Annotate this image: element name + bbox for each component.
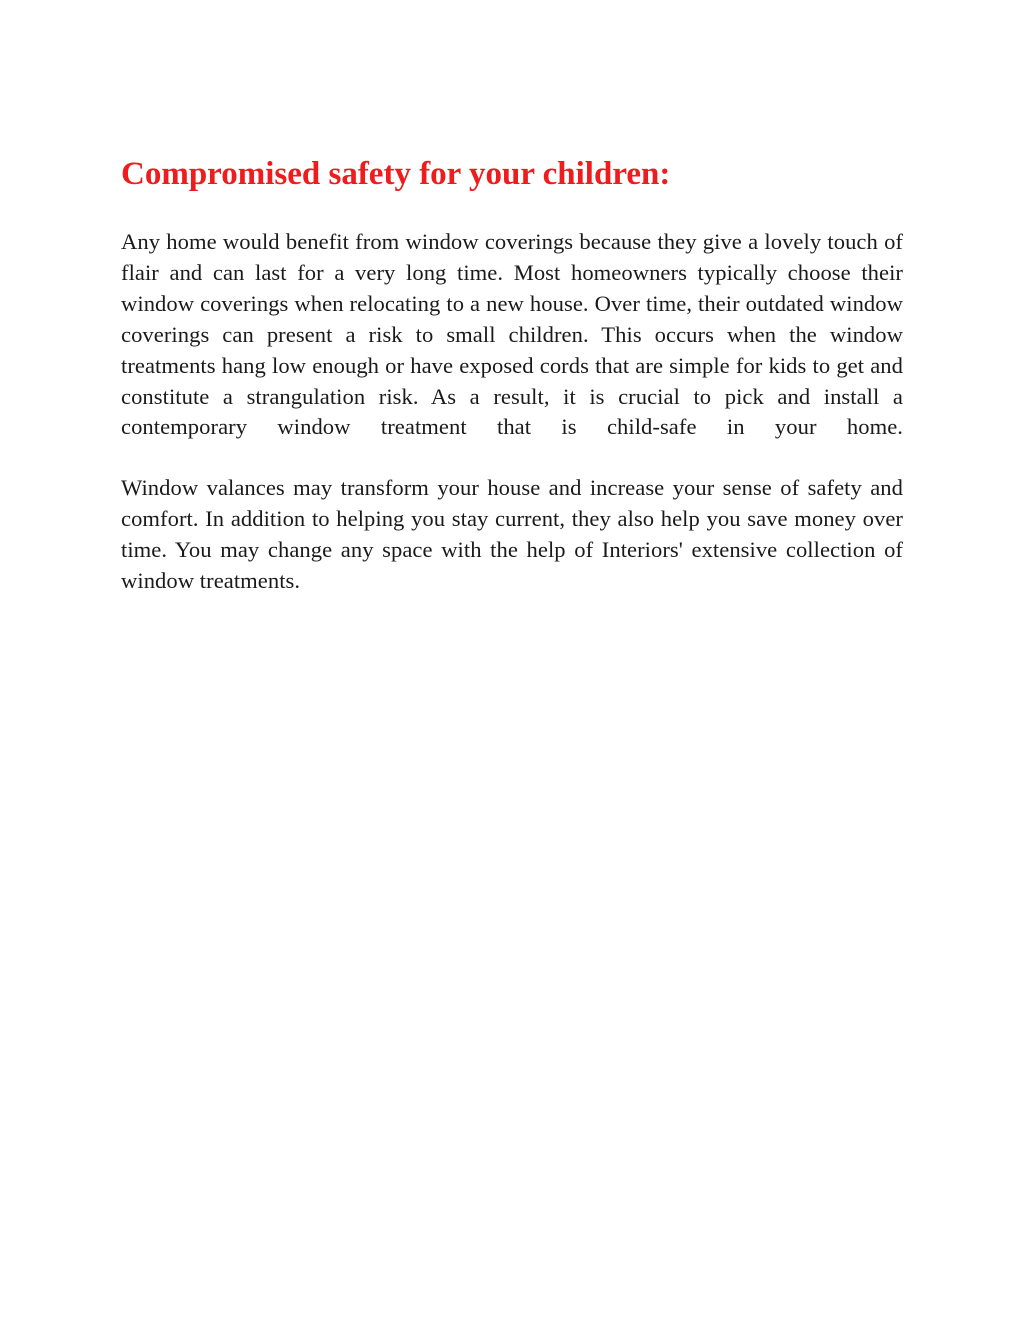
body-paragraph-window-valances: Window valances may transform your house and increase your sense of safety and comfort. In addition to helping you stay current, they also help you save money over time. You may change any space with the help of Interiors' extensive collection of window treatments. [121,475,903,594]
document-content [121,150,903,597]
body-paragraph-child-safety: Any home would benefit from window coverings because they give a lovely touch of flair and can last for a very long time. Most homeowners typically choose their window coverings when relocating to a new house. Over time, their outdated window coverings can present a risk to small children. This occurs when the window treatments hang low enough or have exposed cords that are simple for kids to get and constitute a strangulation risk. As a result, it is crucial to pick and install a contemporary window treatment that is child-safe in your home. [121,229,903,440]
section-heading: Compromised safety for your children: [121,156,671,192]
